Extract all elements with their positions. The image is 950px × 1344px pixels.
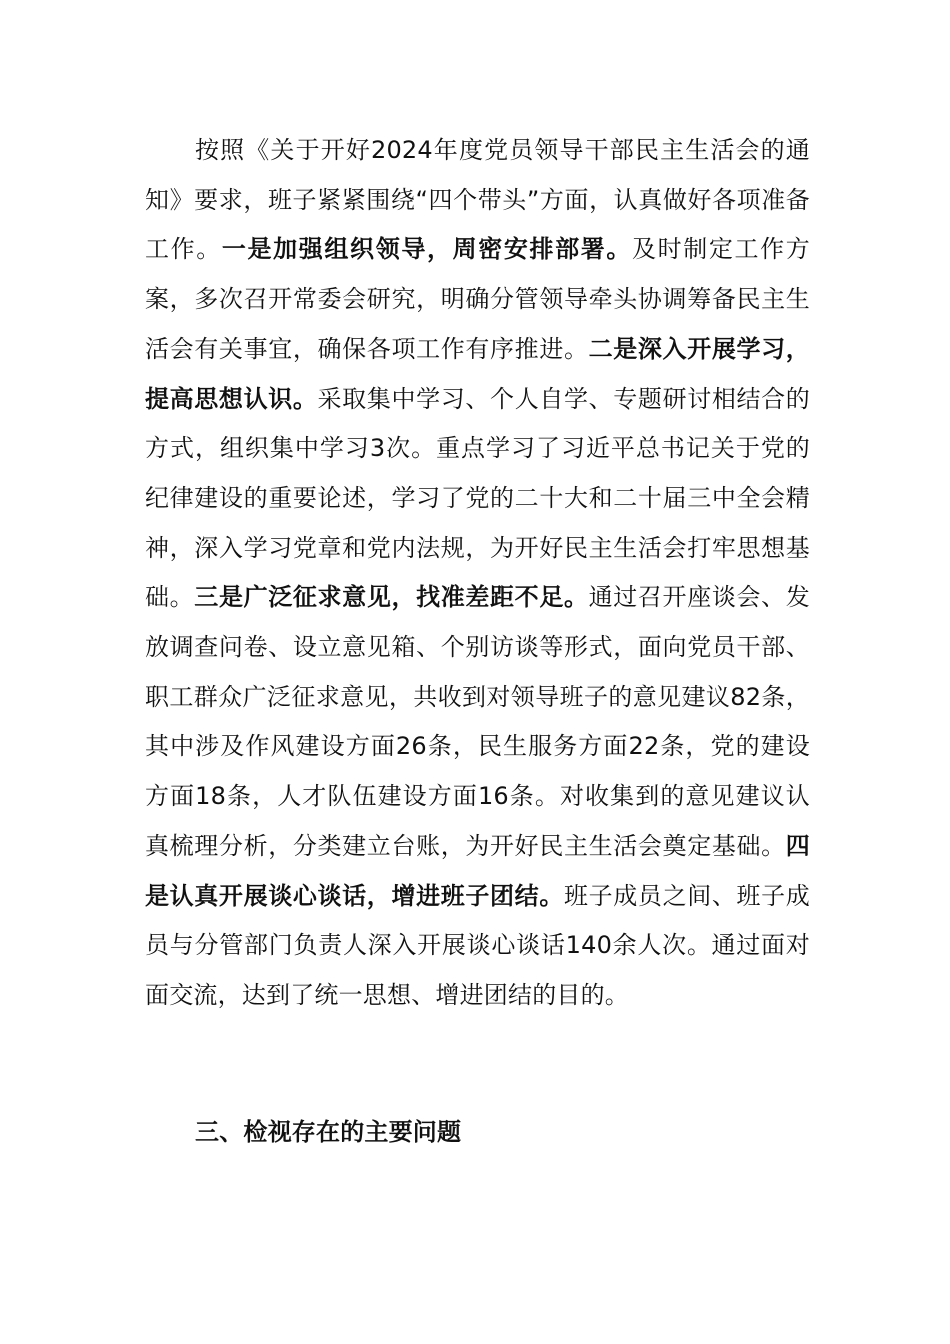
paragraph-run-1: 按照《关于开好2024年度党员领导干部民主生活会的通知》要求，班子紧紧围绕“四个带头”方面，认真做好各项准备工作。 bbox=[145, 136, 810, 264]
paragraph-run-4-bold: 二是深入开展学习，提高思想认识。 bbox=[145, 334, 810, 413]
paragraph-run-7: 通过召开座谈会、发放调查问卷、设立意见箱、个别访谈等形式，面向党员干部、职工群众广泛征求意见，共收到对领导班子的意见建议82条，其中涉及作风建设方面26条，民生服务方面22条，党的建设方面18条，人才队伍建设方面16条。对收集到的意见建议认真梳理分析，分类建立台账，为开好民主生活会奠定基础。 bbox=[145, 583, 810, 860]
paragraph-run-9: 班子成员之间、班子成员与分管部门负责人深入开展谈心谈话140余人次。通过面对面交流，达到了统一思想、增进团结的目的。 bbox=[145, 881, 810, 1009]
paragraph-run-3: 及时制定工作方案，多次召开常委会研究，明确分管领导牵头协调筹备民主生活会有关事宜，确保各项工作有序推进。 bbox=[145, 235, 811, 363]
section-heading: 三、检视存在的主要问题 bbox=[195, 1118, 462, 1146]
paragraph-run-8-bold: 四是认真开展谈心谈话，增进班子团结。 bbox=[145, 831, 810, 910]
paragraph-run-2-bold: 一是加强组织领导，周密安排部署。 bbox=[221, 235, 633, 264]
paragraph-run-5: 采取集中学习、个人自学、专题研讨相结合的方式，组织集中学习3次。重点学习了习近平总书记关于党的纪律建设的重要论述，学习了党的二十大和二十届三中全会精神，深入学习党章和党内法规，为开好民主生活会打牢思想基础。 bbox=[145, 384, 811, 612]
body-paragraph bbox=[145, 126, 810, 1021]
paragraph-run-6-bold: 三是广泛征求意见，找准差距不足。 bbox=[194, 583, 589, 612]
